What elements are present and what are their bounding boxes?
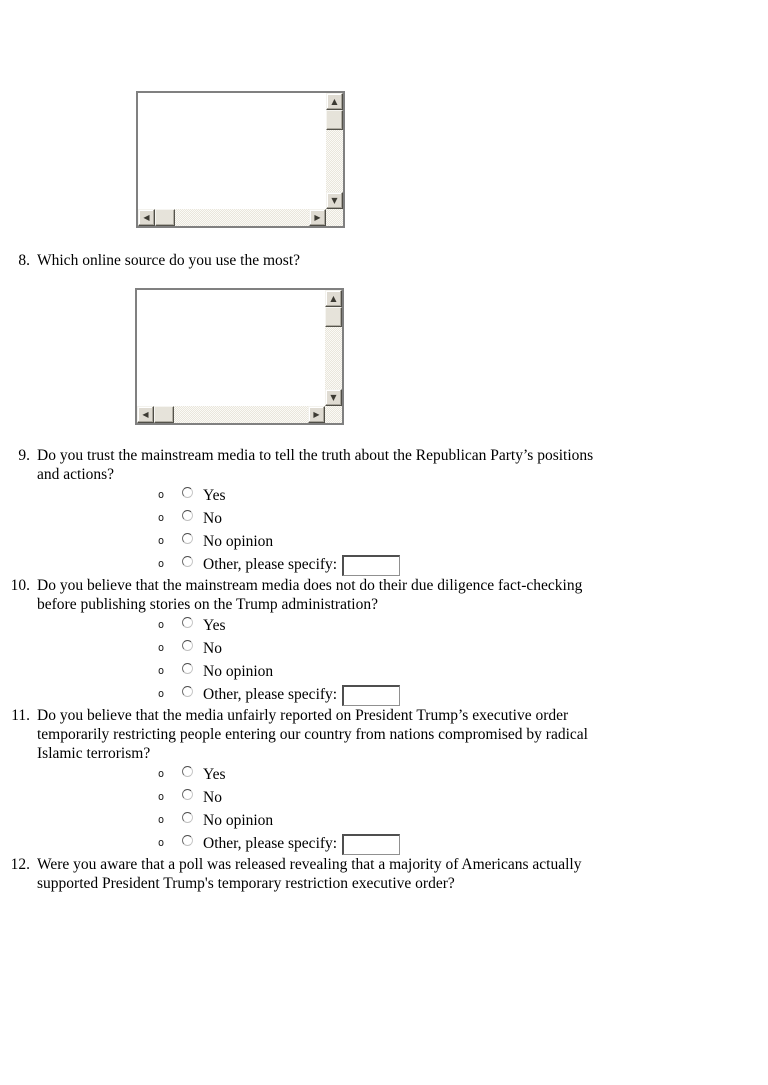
question-line: and actions? [37, 466, 115, 483]
option-label: No opinion [203, 812, 274, 829]
question-text [37, 855, 581, 893]
question-line: Do you trust the mainstream media to tell the truth about the Republican Party’s positions [37, 447, 594, 464]
option-row [156, 786, 768, 809]
radio-button-yes[interactable] [182, 617, 193, 628]
scrollbar-corner [326, 209, 343, 226]
list-bullet: o [157, 535, 165, 547]
question-text [37, 251, 300, 270]
question-line: Islamic terrorism? [37, 745, 151, 762]
question-line: supported President Trump's temporary restriction executive order? [37, 875, 455, 892]
up-arrow-icon: ▲ [331, 96, 338, 106]
list-bullet: o [157, 837, 165, 849]
horizontal-scrollbar[interactable] [138, 209, 326, 226]
down-arrow-icon: ▼ [330, 392, 337, 402]
scroll-right-button[interactable] [308, 406, 325, 423]
option-label: No [203, 640, 222, 657]
question-number: 11. [11, 707, 30, 724]
scroll-right-button[interactable] [309, 209, 326, 226]
radio-button-no-opinion[interactable] [182, 663, 193, 674]
horizontal-scroll-thumb[interactable] [155, 209, 175, 226]
options-q9 [156, 484, 768, 576]
radio-button-yes[interactable] [182, 487, 193, 498]
other-specify-input[interactable] [342, 834, 400, 855]
question-text [37, 576, 582, 614]
radio-button-no-opinion[interactable] [182, 812, 193, 823]
option-label: Other, please specify: [203, 686, 338, 703]
option-row [156, 660, 768, 683]
option-row [156, 637, 768, 660]
radio-button-yes[interactable] [182, 766, 193, 777]
answer-textarea-2[interactable] [135, 288, 344, 425]
vertical-scrollbar[interactable] [326, 93, 343, 209]
vertical-scrollbar[interactable] [325, 290, 342, 406]
option-label: No [203, 789, 222, 806]
list-bullet: o [157, 558, 165, 570]
question-text [37, 446, 593, 484]
up-arrow-icon: ▲ [330, 293, 337, 303]
option-label: Other, please specify: [203, 835, 338, 852]
question-line: Do you believe that the mainstream media does not do their due diligence fact-checking [37, 577, 583, 594]
question-line: Which online source do you use the most? [37, 252, 301, 269]
list-bullet: o [157, 489, 165, 501]
horizontal-scroll-track[interactable] [175, 209, 309, 226]
question-number: 12. [10, 856, 30, 873]
option-label: Yes [203, 617, 226, 634]
other-specify-input[interactable] [342, 555, 400, 576]
list-bullet: o [157, 768, 165, 780]
option-row [156, 683, 768, 706]
question-9 [0, 446, 768, 484]
list-bullet: o [157, 791, 165, 803]
list-bullet: o [157, 619, 165, 631]
right-arrow-icon: ▶ [313, 409, 320, 419]
scroll-up-button[interactable] [325, 290, 342, 307]
option-label: No opinion [203, 663, 274, 680]
scroll-left-button[interactable] [137, 406, 154, 423]
option-row [156, 832, 768, 855]
radio-button-no[interactable] [182, 510, 193, 521]
radio-button-no-opinion[interactable] [182, 533, 193, 544]
list-bullet: o [157, 814, 165, 826]
scroll-up-button[interactable] [326, 93, 343, 110]
question-number: 8. [18, 252, 30, 269]
other-specify-input[interactable] [342, 685, 400, 706]
option-row [156, 553, 768, 576]
options-q10 [156, 614, 768, 706]
radio-button-other[interactable] [182, 556, 193, 567]
list-bullet: o [157, 688, 165, 700]
list-bullet: o [157, 665, 165, 677]
scrollbar-corner [325, 406, 342, 423]
question-line: before publishing stories on the Trump administration? [37, 596, 378, 613]
option-label: Yes [203, 487, 226, 504]
option-row [156, 809, 768, 832]
list-bullet: o [157, 512, 165, 524]
left-arrow-icon: ◀ [142, 409, 149, 419]
option-label: No [203, 510, 222, 527]
horizontal-scrollbar[interactable] [137, 406, 325, 423]
right-arrow-icon: ▶ [314, 212, 321, 222]
option-row [156, 614, 768, 637]
left-arrow-icon: ◀ [143, 212, 150, 222]
question-12 [0, 855, 768, 893]
options-q11 [156, 763, 768, 855]
radio-button-other[interactable] [182, 835, 193, 846]
scroll-down-button[interactable] [325, 389, 342, 406]
scroll-left-button[interactable] [138, 209, 155, 226]
scroll-down-button[interactable] [326, 192, 343, 209]
question-text [37, 706, 588, 763]
down-arrow-icon: ▼ [331, 195, 338, 205]
answer-textarea-1[interactable] [136, 91, 345, 228]
option-label: Yes [203, 766, 226, 783]
horizontal-scroll-track[interactable] [174, 406, 308, 423]
horizontal-scroll-thumb[interactable] [154, 406, 174, 423]
question-line: Do you believe that the media unfairly reported on President Trump’s executive order [37, 707, 569, 724]
radio-button-no[interactable] [182, 640, 193, 651]
option-row [156, 763, 768, 786]
radio-button-other[interactable] [182, 686, 193, 697]
question-line: Were you aware that a poll was released revealing that a majority of Americans actually [37, 856, 582, 873]
radio-button-no[interactable] [182, 789, 193, 800]
option-label: Other, please specify: [203, 556, 338, 573]
question-10 [0, 576, 768, 614]
question-11 [0, 706, 768, 763]
vertical-scroll-thumb[interactable] [325, 307, 342, 327]
list-bullet: o [157, 642, 165, 654]
option-row [156, 507, 768, 530]
option-row [156, 484, 768, 507]
question-line: temporarily restricting people entering our country from nations compromised by radical [37, 726, 588, 743]
question-number: 9. [18, 447, 30, 464]
option-row [156, 530, 768, 553]
question-number: 10. [10, 577, 30, 594]
vertical-scroll-thumb[interactable] [326, 110, 343, 130]
option-label: No opinion [203, 533, 274, 550]
question-8 [0, 251, 768, 270]
